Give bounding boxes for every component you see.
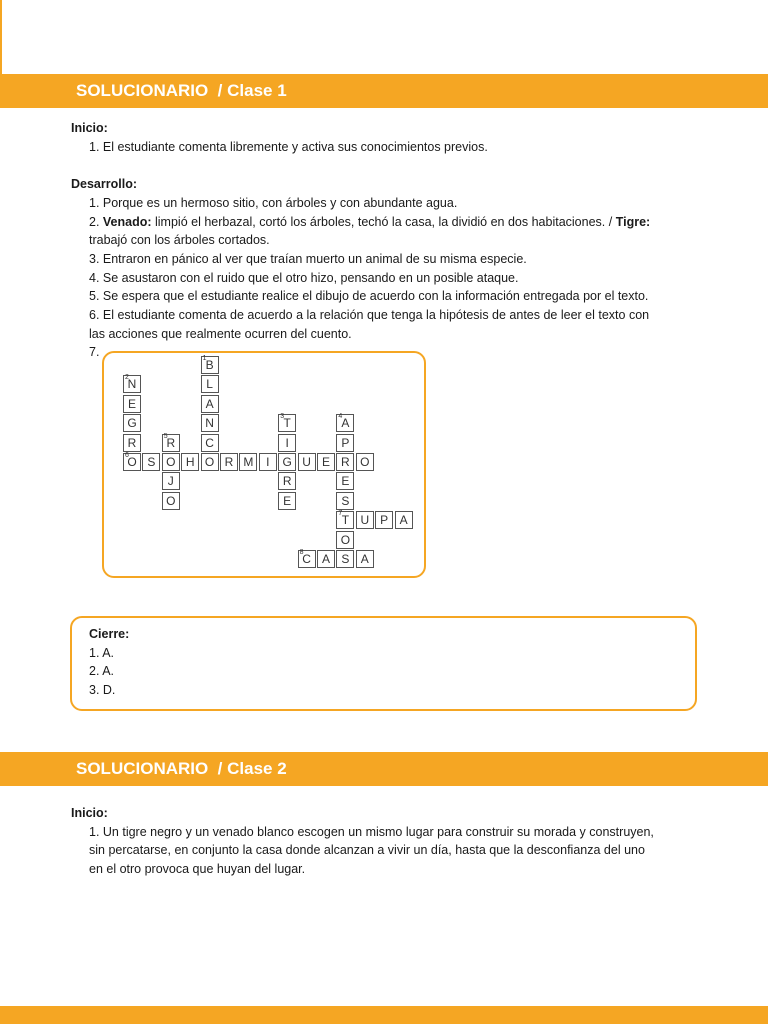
crossword-letter: M [243,455,254,469]
crossword-letter: E [321,455,330,469]
crossword-cell [201,453,219,471]
list-item: 1. El estudiante comenta libremente y activa sus conocimientos previos. [89,139,488,154]
crossword-letter: E [127,396,136,411]
crossword-letter: R [341,455,350,469]
crossword-cell [181,453,199,471]
crossword-clue-number: 7 [338,510,343,518]
crossword-cell [123,395,141,413]
section-banner-clase-2 [0,752,768,786]
list-item: 1. Porque es un hermoso sitio, con árboles y con abundante agua. [89,195,458,210]
crossword-cell [278,434,296,452]
crossword-cell [278,453,296,471]
section-banner-clase-1 [0,74,768,108]
crossword-cell [317,453,335,471]
crossword-cell [336,414,354,432]
crossword-cell [336,434,354,452]
crossword-letter: U [360,513,370,528]
list-item: 6. El estudiante comenta de acuerdo a la relación que tenga la hipótesis de antes de leer el texto con [89,308,650,323]
crossword-letter: S [341,552,350,566]
crossword-cell [142,453,160,471]
tigre-label: Tigre: [615,214,651,229]
crossword-cell [123,434,141,452]
crossword-letter: S [341,493,350,508]
crossword-cell [123,453,141,471]
crossword-cell [356,550,374,568]
crossword-letter: T [341,513,350,528]
crossword-letter: E [283,493,292,508]
footer-bar [0,1006,768,1024]
crossword-letter: P [380,513,389,528]
crossword-cell [201,434,219,452]
list-item: 4. Se asustaron con el ruido que el otro hizo, pensando en un posible ataque. [89,270,519,285]
list-item: 3. Entraron en pánico al ver que traían muerto un animal de su misma especie. [89,251,527,266]
crossword-clue-number: 4 [338,413,343,421]
crossword-letter: I [266,455,270,469]
list-item [71,213,711,232]
crossword-letter: H [185,455,195,469]
crossword-letter: R [224,455,234,469]
crossword-letter: A [399,513,408,528]
crossword-cell [336,472,354,490]
crossword-letter: N [205,416,214,431]
cierre-content [89,625,589,700]
crossword-cell [162,434,180,452]
list-item: 2. A. [89,664,115,679]
list-item: 3. D. [89,683,116,698]
list-item-continuation: en el otro provoca que huyan del lugar. [89,862,306,877]
crossword-letter: G [282,455,292,469]
crossword-cell [239,453,257,471]
crossword-letter: R [166,435,176,450]
crossword-letter: R [127,435,137,450]
venado-label: Venado: [102,214,152,229]
crossword-clue-number: 5 [163,432,168,440]
crossword-letter: A [341,416,350,431]
crossword-letter: O [127,455,137,469]
crossword-cell [336,531,354,549]
crossword-cell [278,414,296,432]
crossword-clue-number: 1 [202,355,207,362]
crossword-letter: N [127,377,137,392]
crossword-cell [356,453,374,471]
list-item: 5. Se espera que el estudiante realice el dibujo de acuerdo con la información entregada por el texto. [89,289,649,304]
crossword-letter: R [282,474,292,489]
item-number: 2. [89,214,103,229]
crossword-cell [201,395,219,413]
crossword-cell [220,453,238,471]
crossword-letter: E [341,474,350,489]
crossword-letter: I [285,435,289,450]
crossword-cell [162,472,180,490]
clase-2-content [71,804,701,879]
crossword-letter: L [206,377,213,392]
crossword-letter: O [166,493,176,508]
crossword-cell [162,492,180,510]
crossword-letter: O [204,455,215,469]
list-item: 7. [89,345,100,360]
banner-title: SOLUCIONARIO / Clase 1 [76,81,287,100]
cierre-heading: Cierre: [89,627,130,641]
crossword-letter: C [302,552,311,566]
crossword-letter: A [360,552,369,566]
crossword-clue-number: 6 [125,452,129,459]
crossword-cell [123,414,141,432]
list-item: 1. A. [89,645,115,660]
list-item-continuation: sin percatarse, en conjunto la casa donde alcanzan a vivir un día, hasta que la desconfianza del uno [89,843,645,858]
crossword-letter: O [360,455,370,469]
crossword-letter: O [340,532,351,547]
clase-1-content [71,119,711,362]
crossword-letter: U [302,455,311,469]
list-item-continuation: las acciones que realmente ocurren del cuento. [89,326,352,341]
crossword-letter: A [205,396,214,411]
top-accent-line [0,0,2,74]
crossword-cell [123,375,141,393]
inicio-heading: Inicio: [71,121,108,135]
crossword-letter: T [283,416,291,431]
crossword-letter: J [167,474,174,489]
crossword-cell [201,414,219,432]
crossword-letter: C [205,435,214,450]
crossword-clue-number: 3 [280,413,285,421]
crossword-clue-number: 2 [125,374,129,382]
crossword-letter: G [127,416,137,431]
crossword-cell [278,472,296,490]
crossword-letter: B [205,358,214,372]
crossword-cell [336,492,354,510]
crossword-cell [298,453,316,471]
crossword-cell [336,453,354,471]
list-item-continuation: trabajó con los árboles cortados. [89,233,270,248]
crossword-cell [336,550,354,568]
crossword-cell [298,550,316,568]
crossword-clue-number: 8 [299,549,304,556]
crossword-cell [162,453,180,471]
desarrollo-heading: Desarrollo: [71,177,137,192]
crossword-letter: O [166,455,176,469]
venado-text: limpió el herbazal, cortó los árboles, techó la casa, la dividió en dos habitaciones. / [151,214,616,229]
crossword-cell [317,550,335,568]
crossword-cell [259,453,277,471]
crossword-cell [375,511,393,529]
crossword-cell [356,511,374,529]
crossword-cell [201,375,219,393]
crossword-cell [395,511,413,529]
crossword-letter: S [147,455,156,469]
crossword-cell [278,492,296,510]
crossword-letter: A [321,552,330,566]
crossword-letter: P [341,435,350,450]
banner-title: SOLUCIONARIO / Clase 2 [76,759,287,778]
inicio-heading: Inicio: [71,806,108,820]
crossword-cell [336,511,354,529]
crossword-cell [201,356,219,374]
list-item: 1. Un tigre negro y un venado blanco escogen un mismo lugar para construir su morada y construyen, [89,824,654,839]
